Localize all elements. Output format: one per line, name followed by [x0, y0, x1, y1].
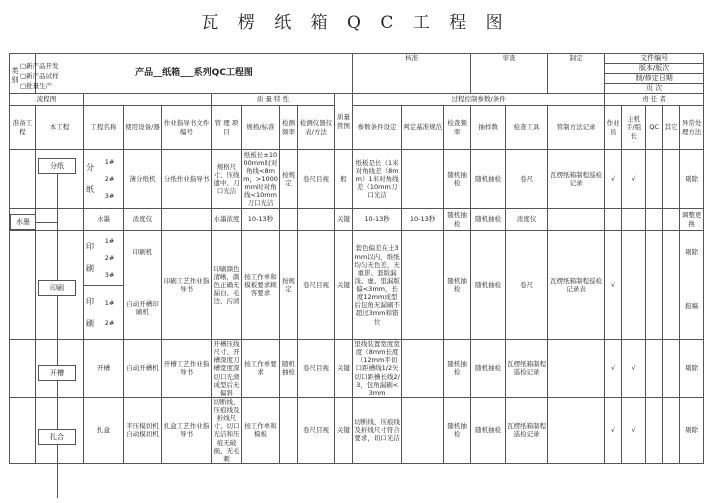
col-sampling: 抽样数 — [471, 106, 506, 150]
process-name: 开槽 — [84, 340, 124, 398]
approve-cell: 核准 — [353, 54, 471, 94]
product-title: 产品__纸箱___系列QC工程图 — [36, 54, 353, 94]
col-quality-diagram: 质量管图 — [335, 94, 353, 150]
col-process-name: 工程名称 — [84, 106, 124, 150]
doc-info-cell — [605, 54, 704, 94]
table-row: 印刷 1# 2# 3# 印刷 1# 2# 印刷机 自动开槽印刷机 印刷工艺作业指导书 印刷颜色清晰，颜色正确无漏白、毛边、污渍 按工作单和模板要求顾客要求 按规定 卷尺目视 关键 套色偏差在土3mm以内，堆纸均匀无色差，无重影、套版漏浅、虚、里漏版偏<3mm，长度12mm成型后包角无漏刷不超过3mm和错位 随机抽检 随机抽检 卷尺 瓦楞纸箱制程巡检记录表 √ 剔除 报稿 — [10, 231, 704, 340]
option-new-trial[interactable]: □新产品试样 — [20, 71, 59, 80]
table-row: 水墨 浓度仪 水墨浓度 10-13秒 关键 10-13秒 10-13秒 随机抽检 随机抽检 浓度仪 调整更换 — [10, 209, 704, 231]
col-supervisor: 主机手/组长 — [622, 106, 646, 150]
table-row: 开槽 自动开槽机 开槽工艺作业指导书 开槽压线尺寸、开槽深度刀槽宽度深切口光滑成型后无偏斜 按工作单要求 随机抽检 卷尺目视 关键 里线装置宽度宽度（8mm长度（12mm平切口距槽线1/2矢切口距槽长线2/3，包角漏刷<3mm 随机抽检 随机抽检 瓦楞纸箱制程巡检记录 √ √ 剔除 — [10, 340, 704, 398]
col-judge-basis: 判定基准规范 — [402, 106, 444, 150]
flow-box-paper: 分纸 — [38, 158, 76, 174]
page-title: 瓦 楞 纸 箱 Q C 工 程 图 — [201, 13, 510, 33]
option-mass-production[interactable]: □批量生产 — [20, 81, 53, 90]
col-mgmt-item: 管 理 项 目 — [212, 106, 242, 150]
doc-page: 页 次 — [646, 84, 663, 92]
flow-branch-line — [35, 222, 57, 223]
category-label: 类别 — [11, 66, 19, 84]
process-name: 扎盒 — [84, 397, 124, 463]
prepare-cell: 制定 — [548, 54, 605, 94]
doc-number: 文件编号 — [605, 54, 703, 64]
doc-date: 制/修定日期 — [605, 74, 703, 84]
col-equipment: 使用设备/器 — [124, 106, 162, 150]
col-standard-process: 准备工程 — [10, 106, 36, 150]
category-cell — [10, 54, 59, 94]
process-name: 分纸 — [86, 163, 94, 194]
flow-box-slot: 开槽 — [38, 365, 76, 381]
flow-box-tie: 扎合 — [38, 429, 76, 445]
col-operator: 作业员 — [605, 106, 622, 150]
qc-process-table — [9, 53, 704, 464]
flow-box-print: 印刷 — [38, 280, 76, 296]
col-qc: QC — [646, 106, 663, 150]
flow-line — [57, 158, 58, 498]
col-spec: 规格/标准 — [242, 106, 280, 150]
col-param-setting: 参数条件设定 — [353, 106, 402, 150]
col-this-process: 本工程 — [36, 106, 84, 150]
flow-header: 流程图 — [10, 94, 84, 106]
review-cell: 审查 — [471, 54, 548, 94]
col-check-tool: 检查工具 — [506, 106, 548, 150]
process-header: 过程控制参数/条件 — [353, 94, 605, 106]
process-name: 水墨 — [84, 209, 124, 231]
process-name: 印刷 — [86, 242, 94, 273]
quality-header: 质 量 特 性 — [212, 94, 335, 106]
col-instrument: 检测仪器仪表/方法 — [298, 106, 335, 150]
table-row: 分纸 1# 2# 3# 薄分纸机 分纸作业指导书 规格尺寸、压线遗中、刀口光洁 纸板长±1000mm时对角线<8mm，>1000mm时对角线<10mm刀口光洁 按规定 卷尺目视 般 纸板是长（1米对角线差（8mm）1米对角线差（10mm刀口光洁 随机抽检 随机抽检 卷尺 瓦楞纸箱制程巡检记录 √ √ 剔除 — [10, 150, 704, 209]
flow-box-ink: 水墨 — [10, 214, 36, 230]
col-abnormal: 异常处理方法 — [680, 106, 704, 150]
col-other: 其它 — [663, 106, 680, 150]
responsibility-header: 责 任 者 — [605, 94, 704, 106]
col-inspect-freq: 检测频率 — [280, 106, 298, 150]
doc-version: 版本/版次 — [605, 64, 703, 74]
col-control-record: 管制方法记录 — [548, 106, 605, 150]
col-work-guide: 作业指导书文件编号 — [162, 106, 212, 150]
table-row: 扎盒 平压模切机自动模切机 扎盒工艺作业指导书 切断线、压痕线及折线尺寸、切口光洁和压痕无破损、无毛刺 按工作单和模板 卷尺目视 关键 切断线、压痕线及折线尺寸符合要求，切口光洁 随机抽检 随机抽检 瓦楞纸箱制程巡检记录 √ √ 剔除 — [10, 397, 704, 463]
option-new-dev[interactable]: □新产品开发 — [20, 61, 59, 70]
col-check-freq: 检查频率 — [444, 106, 471, 150]
